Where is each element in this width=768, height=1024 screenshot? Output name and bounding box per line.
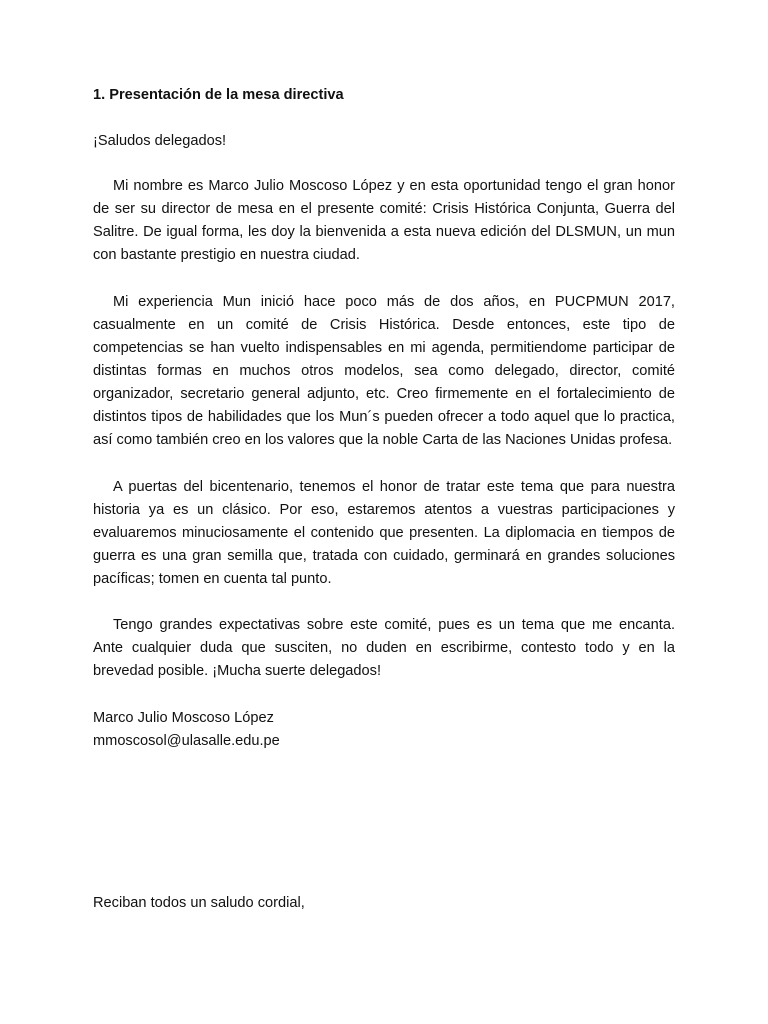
paragraph-introduction: Mi nombre es Marco Julio Moscoso López y en esta oportunidad tengo el gran honor de ser su director de mesa en el presente comité: Crisis Histórica Conjunta, Guerra del Salitre. De igual forma, les doy la bienvenida a esta nueva edición del DLSMUN, un mun con bastante prestigio en nuestra ciudad.: [93, 178, 675, 263]
paragraph-expectations: Tengo grandes expectativas sobre este comité, pues es un tema que me encanta. Ante cualquier duda que susciten, no duden en escribirme, contesto todo y en la brevedad posible. ¡Mucha suerte delegados!: [93, 617, 675, 679]
paragraph-topic: A puertas del bicentenario, tenemos el honor de tratar este tema que para nuestra historia ya es un clásico. Por eso, estaremos atentos a vuestras participaciones y evaluaremos minuciosamente el contenido que presenten. La diplomacia en tiempos de guerra es una gran semilla que, tratada con cuidado, germinará en grandes soluciones pacíficas; tomen en cuenta tal punto.: [93, 479, 675, 587]
closing-line: Reciban todos un saludo cordial,: [93, 895, 305, 911]
paragraph-experience: Mi experiencia Mun inició hace poco más de dos años, en PUCPMUN 2017, casualmente en un comité de Crisis Histórica. Desde entonces, este tipo de competencias se han vuelto indispensables en mi agenda, permitiendome participar de distintas formas en muchos otros modelos, sea como delegado, director, comité organizador, secretario general adjunto, etc. Creo firmemente en el fortalecimiento de distintos tipos de habilidades que los Mun´s pueden ofrecer a todo aquel que lo practica, así como también creo en los valores que la noble Carta de las Naciones Unidas profesa.: [93, 294, 675, 448]
signature-email: mmoscosol@ulasalle.edu.pe: [93, 733, 280, 749]
section-heading: 1. Presentación de la mesa directiva: [93, 87, 344, 103]
signature-name: Marco Julio Moscoso López: [93, 710, 274, 726]
greeting-line: ¡Saludos delegados!: [93, 133, 227, 149]
